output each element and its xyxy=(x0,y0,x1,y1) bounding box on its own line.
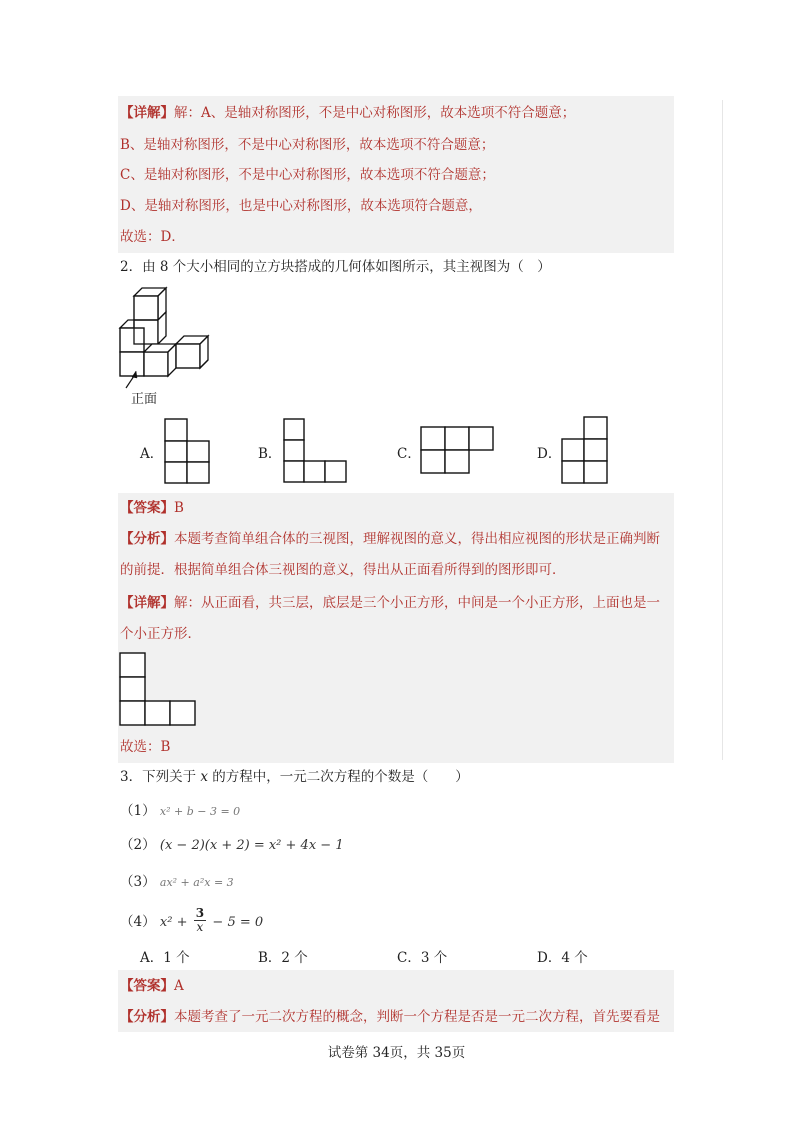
option-d-label: D． xyxy=(537,446,562,462)
analysis-tag: 【分析】 xyxy=(120,531,174,547)
detail-tag: 【详解】 xyxy=(120,595,174,611)
q2-analysis-line-1 xyxy=(120,530,660,548)
answer-tag: 【答案】 xyxy=(120,500,174,516)
option-d-figure xyxy=(561,416,609,486)
q2-answer xyxy=(120,499,184,517)
equation-3 xyxy=(120,873,234,892)
eq-body: (x − 2)(x + 2) = x² + 4x − 1 xyxy=(159,838,344,853)
margin-rule xyxy=(722,100,723,760)
equation-2 xyxy=(120,836,344,855)
eq-number: （3） xyxy=(120,874,156,890)
answer-value: B xyxy=(174,500,184,516)
q3-answer xyxy=(120,977,184,995)
option-a-label: A． xyxy=(140,446,164,462)
detail-text: 解：A、是轴对称图形，不是中心对称图形，故本选项不符合题意； xyxy=(174,105,576,121)
q3-analysis-line-1 xyxy=(120,1008,660,1026)
answer-tag: 【答案】 xyxy=(120,978,174,994)
q2-select: 故选：B xyxy=(120,739,171,755)
detail-tag: 【详解】 xyxy=(120,105,174,121)
front-view-label: 正面 xyxy=(131,392,158,407)
option-c-label: C． xyxy=(397,446,421,462)
eq-number: （4） xyxy=(120,914,156,930)
q3-option-a: A．1 个 xyxy=(140,950,190,966)
eq-number: （1） xyxy=(120,803,156,819)
eq-body: ax² + a²x = 3 xyxy=(159,876,234,889)
q3-option-c: C．3 个 xyxy=(397,950,448,966)
stem-variable: x xyxy=(200,769,209,785)
page-footer: 试卷第 34页，共 35页 xyxy=(327,1045,466,1061)
analysis-text: 本题考查了一元二次方程的概念，判断一个方程是否是一元二次方程，首先要看是 xyxy=(174,1009,660,1025)
eq-body: x² + b − 3 = 0 xyxy=(159,805,241,818)
stem-prefix: 3．下列关于 xyxy=(120,769,201,785)
select-answer: 故选：D． xyxy=(120,229,185,245)
option-b-label: B． xyxy=(258,446,282,462)
equation-1 xyxy=(120,802,240,821)
detail-line-c: C、是轴对称图形，不是中心对称图形，故本选项不符合题意； xyxy=(120,167,495,183)
detail-line-d: D、是轴对称图形，也是中心对称图形，故本选项符合题意， xyxy=(120,198,482,214)
eq-number: （2） xyxy=(120,837,156,853)
eq-body-pre: x² + xyxy=(159,915,188,930)
q3-option-d: D．4 个 xyxy=(537,950,588,966)
option-c-figure xyxy=(420,426,496,476)
front-view-solution-figure xyxy=(119,652,197,726)
eq-fraction xyxy=(194,907,206,934)
question-2-stem: 2．由 8 个大小相同的立方块搭成的几何体如图所示，其主视图为（ ） xyxy=(120,259,551,275)
option-b-figure xyxy=(283,418,347,484)
fraction-denominator: x xyxy=(196,920,204,934)
question-3-stem xyxy=(120,768,469,786)
equation-4 xyxy=(120,906,264,936)
answer-value: A xyxy=(174,978,184,994)
q2-detail-line-1 xyxy=(120,594,660,612)
fraction-numerator: 3 xyxy=(195,906,205,920)
q3-option-b: B．2 个 xyxy=(258,950,308,966)
analysis-tag: 【分析】 xyxy=(120,1009,174,1025)
stem-suffix: 的方程中，一元二次方程的个数是（ ） xyxy=(208,769,469,785)
detail-line-1 xyxy=(120,104,575,122)
eq-body-post: − 5 = 0 xyxy=(212,915,264,930)
cube-solid-figure xyxy=(118,285,228,385)
detail-line-b: B、是轴对称图形，不是中心对称图形，故本选项不符合题意； xyxy=(120,137,495,153)
q2-detail-line-2: 个小正方形． xyxy=(120,626,201,642)
analysis-text: 本题考查简单组合体的三视图，理解视图的意义，得出相应视图的形状是正确判断 xyxy=(174,531,660,547)
option-a-figure xyxy=(164,418,210,484)
q2-analysis-line-2: 的前提．根据简单组合体三视图的意义，得出从正面看所得到的图形即可． xyxy=(120,562,566,578)
detail-text: 解：从正面看，共三层，底层是三个小正方形，中间是一个小正方形，上面也是一 xyxy=(174,595,660,611)
